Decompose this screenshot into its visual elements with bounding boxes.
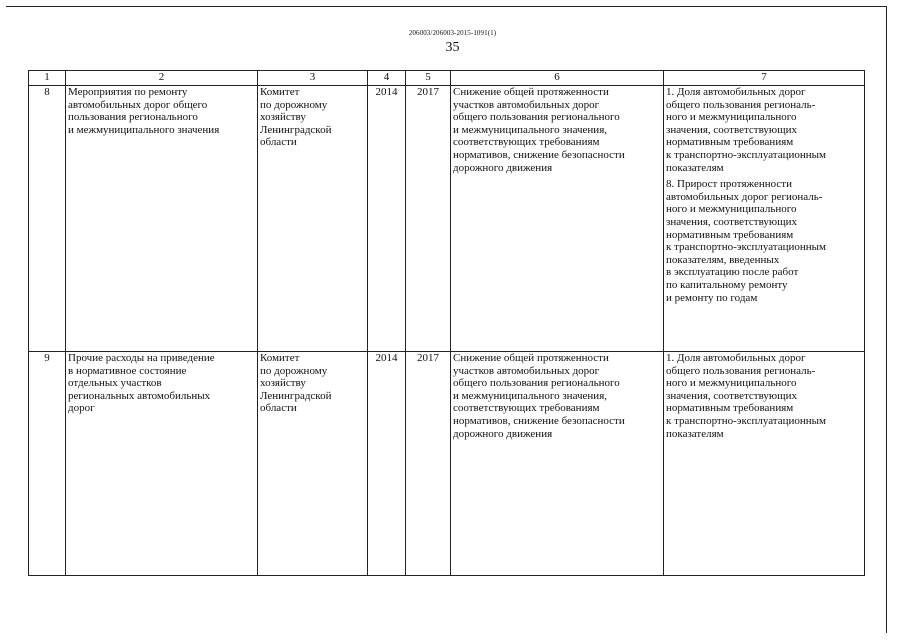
indicator-item — [666, 352, 862, 440]
text-line: к транспортно-эксплуатационным — [666, 414, 827, 427]
text-line: показателям — [666, 161, 724, 174]
text-line: в эксплуатацию после работ — [666, 266, 799, 279]
text-line: хозяйству — [260, 377, 306, 390]
text-line: Ленинградской — [260, 389, 332, 402]
text-line: общего пользования региональ- — [666, 364, 816, 377]
executor — [258, 86, 368, 352]
table-row — [29, 86, 865, 352]
text-line: нормативов, снижение безопасности — [453, 148, 625, 161]
text-line: автомобильных дорог региональ- — [666, 190, 823, 203]
text-line: 1. Доля автомобильных дорог — [666, 352, 806, 364]
indicator-item — [666, 178, 862, 304]
text-line: Комитет — [260, 86, 300, 98]
text-line: и межмуниципального значения, — [453, 123, 608, 136]
text-line: общего пользования регионального — [453, 111, 620, 124]
text-line: и ремонту по годам — [666, 291, 758, 304]
text-line: дорожного движения — [453, 427, 553, 440]
start-year: 2014 — [368, 352, 406, 576]
text-line: к транспортно-эксплуатационным — [666, 241, 827, 254]
text-line: 8. Прирост протяженности — [666, 178, 792, 191]
text-line: пользования регионального — [68, 111, 198, 124]
text-line: участков автомобильных дорог — [453, 364, 600, 377]
column-header: 1 — [29, 71, 66, 86]
measure-name — [66, 352, 258, 576]
text-line: значения, соответствующих — [666, 215, 798, 228]
executor — [258, 352, 368, 576]
row-number: 8 — [29, 86, 66, 352]
text-line: Снижение общей протяженности — [453, 352, 609, 364]
start-year: 2014 — [368, 86, 406, 352]
expected-result — [451, 86, 664, 352]
row-number: 9 — [29, 352, 66, 576]
text-line: показателям, введенных — [666, 253, 780, 266]
expected-result — [451, 352, 664, 576]
column-header: 6 — [451, 71, 664, 86]
text-line: Снижение общей протяженности — [453, 86, 609, 98]
text-line: значения, соответствующих — [666, 123, 798, 136]
text-line: области — [260, 136, 297, 149]
text-line: соответствующих требованиям — [453, 402, 600, 415]
text-line: нормативным требованиям — [666, 136, 794, 149]
column-header: 4 — [368, 71, 406, 86]
text-line: в нормативное состояние — [68, 364, 187, 377]
text-line: участков автомобильных дорог — [453, 98, 600, 111]
text-line: нормативов, снижение безопасности — [453, 414, 625, 427]
end-year: 2017 — [406, 352, 451, 576]
text-line: ного и межмуниципального — [666, 203, 797, 216]
text-line: отдельных участков — [68, 377, 162, 390]
text-line: к транспортно-эксплуатационным — [666, 148, 827, 161]
text-line: региональных автомобильных — [68, 389, 211, 402]
text-line: хозяйству — [260, 111, 306, 124]
measures-table — [28, 70, 865, 576]
indicators — [664, 86, 865, 352]
text-line: Мероприятия по ремонту — [68, 86, 188, 98]
text-line: дорожного движения — [453, 161, 553, 174]
page-number: 35 — [445, 40, 460, 55]
text-line: нормативным требованиям — [666, 228, 794, 241]
end-year: 2017 — [406, 86, 451, 352]
indicators — [664, 352, 865, 576]
text-line: Ленинградской — [260, 123, 332, 136]
text-line: 1. Доля автомобильных дорог — [666, 86, 806, 98]
document-code: 206003/206003-2015-1091(1) — [408, 29, 497, 37]
text-line: соответствующих требованиям — [453, 136, 600, 149]
text-line: по дорожному — [260, 364, 328, 377]
text-line: общего пользования региональ- — [666, 98, 816, 111]
text-line: ного и межмуниципального — [666, 377, 797, 390]
text-line: области — [260, 402, 297, 415]
text-line: показателям — [666, 427, 724, 440]
text-line: по капитальному ремонту — [666, 278, 788, 291]
text-line: Комитет — [260, 352, 300, 364]
text-line: общего пользования регионального — [453, 377, 620, 390]
column-number-row — [29, 71, 865, 86]
text-line: и межмуниципального значения — [68, 123, 220, 136]
text-line: значения, соответствующих — [666, 389, 798, 402]
column-header: 2 — [66, 71, 258, 86]
column-header: 5 — [406, 71, 451, 86]
text-line: и межмуниципального значения, — [453, 389, 608, 402]
text-line: ного и межмуниципального — [666, 111, 797, 124]
text-line: Прочие расходы на приведение — [68, 352, 215, 364]
text-line: автомобильных дорог общего — [68, 98, 208, 111]
text-line: по дорожному — [260, 98, 328, 111]
text-line: дорог — [68, 402, 95, 415]
measure-name — [66, 86, 258, 352]
table-row — [29, 352, 865, 576]
column-header: 3 — [258, 71, 368, 86]
indicator-item — [666, 86, 862, 174]
text-line: нормативным требованиям — [666, 402, 794, 415]
column-header: 7 — [664, 71, 865, 86]
